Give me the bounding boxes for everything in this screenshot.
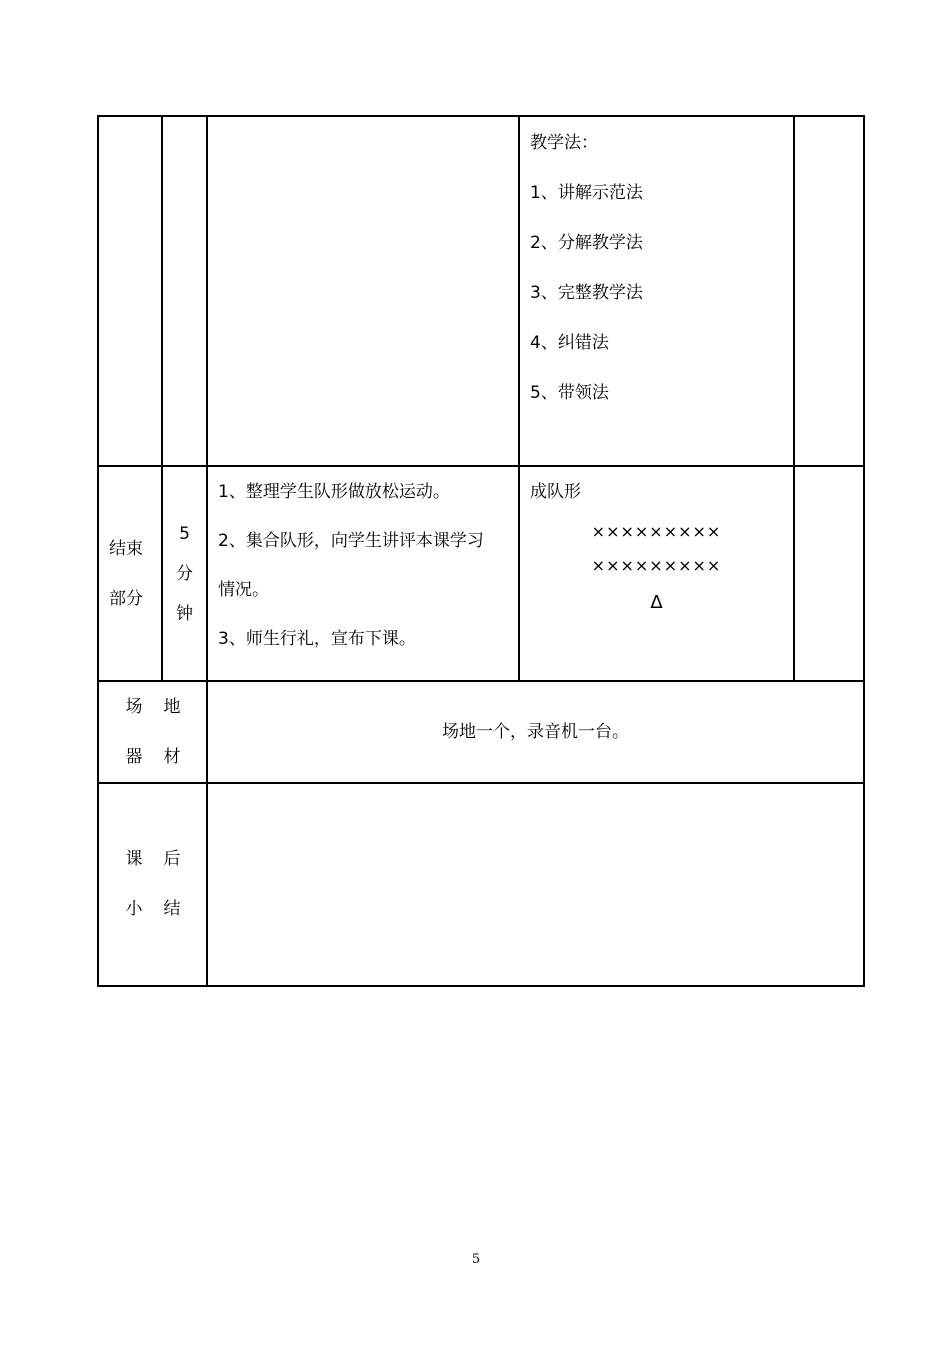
content-line: 2、集合队形，向学生讲评本课学习 [218,531,484,551]
method-item: 4、纠错法 [530,333,609,353]
section-name-line: 结束 [109,538,143,559]
teacher-position-symbol: Δ [650,592,663,613]
table-row [98,116,864,466]
ending-content-cell [207,466,519,681]
venue-label-cell [98,681,207,783]
lesson-plan-table [97,115,865,987]
duration-line: 钟 [176,603,193,624]
label-char: 材 [163,746,181,767]
table-row [98,681,864,783]
label-char: 小 [125,899,143,919]
venue-value-cell [207,681,864,783]
empty-cell [794,116,864,466]
formation-title: 成队形 [530,482,581,502]
table-row [98,466,864,681]
summary-value-cell [207,783,864,986]
empty-cell [794,466,864,681]
label-char: 课 [125,849,143,869]
content-line: 1、整理学生队形做放松运动。 [218,482,450,502]
formation-row: ××××××××× [591,556,722,575]
method-item: 1、讲解示范法 [530,183,643,203]
method-item: 5、带领法 [530,383,609,403]
label-char: 器 [125,746,143,767]
section-name-line: 部分 [109,588,143,609]
method-item: 2、分解教学法 [530,233,643,253]
summary-label-cell [98,783,207,986]
content-line: 情况。 [218,580,269,600]
venue-value: 场地一个，录音机一台。 [442,721,629,742]
empty-cell [207,116,519,466]
formation-cell [519,466,794,681]
label-char: 结 [163,899,181,919]
formation-row: ××××××××× [591,522,722,541]
table-row [98,783,864,986]
label-char: 场 [125,696,143,717]
teaching-methods-cell [519,116,794,466]
teaching-methods-title: 教学法： [530,133,598,153]
content-line: 3、师生行礼，宣布下课。 [218,629,416,649]
section-name-cell [98,466,162,681]
label-char: 后 [163,849,181,869]
duration-line: 5 [179,523,190,544]
label-char: 地 [163,696,181,717]
method-item: 3、完整教学法 [530,283,643,303]
duration-cell [162,466,207,681]
empty-cell [162,116,207,466]
empty-cell [98,116,162,466]
duration-line: 分 [176,563,193,584]
page-number: 5 [471,1252,481,1267]
